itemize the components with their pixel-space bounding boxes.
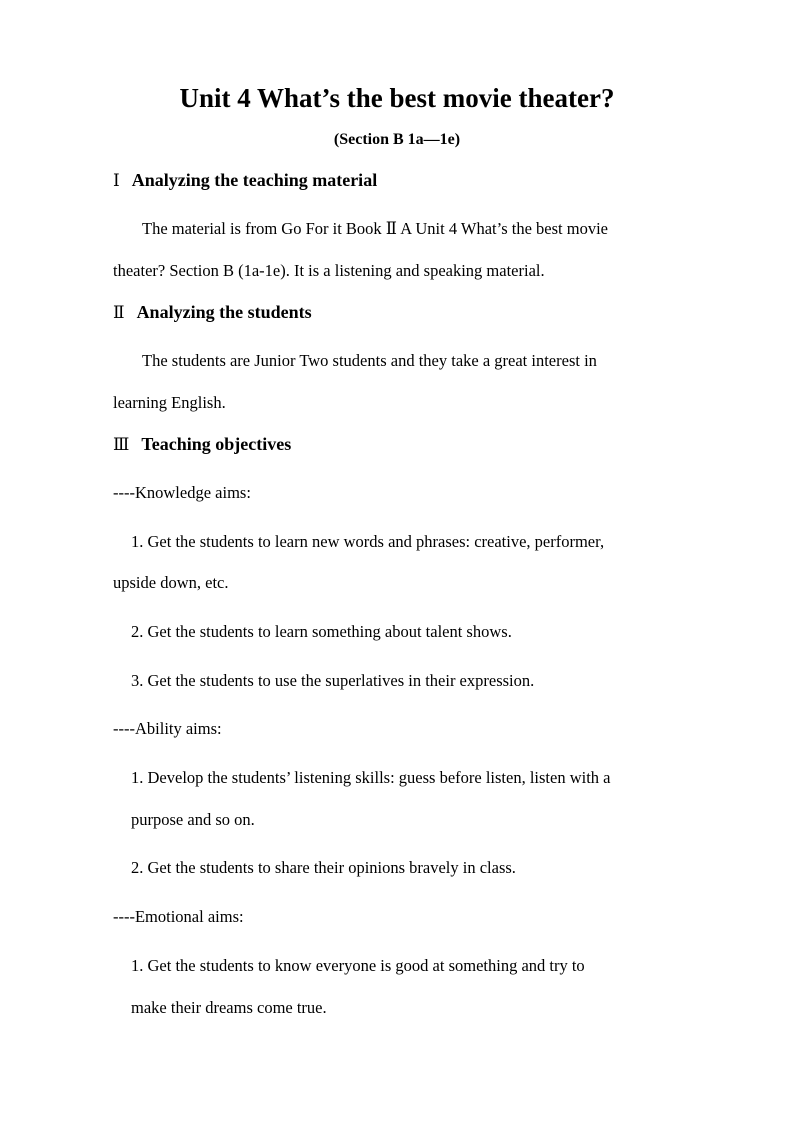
list-item-continuation: upside down, etc. [113,573,229,592]
list-item-continuation: make their dreams come true. [131,998,327,1017]
emotional-aims-label: ----Emotional aims: [113,907,244,926]
section-heading-2 [113,299,312,326]
section-heading-3 [113,431,291,458]
document-subtitle: (Section B 1a—1e) [333,131,461,148]
section-title-2: Analyzing the students [136,302,312,322]
section-numeral-1: Ⅰ [113,171,120,191]
list-item: 1. Get the students to learn new words and phrases: creative, performer, [131,532,605,551]
list-item: 1. Develop the students’ listening skills: guess before listen, listen with a [131,768,611,787]
list-item: 2. Get the students to share their opinions bravely in class. [131,858,516,877]
list-item: 3. Get the students to use the superlatives in their expression. [131,671,535,690]
section-numeral-3: Ⅲ [113,435,130,455]
paragraph-line: learning English. [113,393,226,412]
paragraph-line: The material is from Go For it Book Ⅱ A Unit 4 What’s the best movie [142,219,608,238]
ability-aims-label: ----Ability aims: [113,719,222,738]
section-heading-1 [113,167,377,194]
paragraph-line: The students are Junior Two students and they take a great interest in [142,351,597,370]
paragraph-line: theater? Section B (1a-1e). It is a listening and speaking material. [113,261,545,280]
section-title-3: Teaching objectives [141,434,292,454]
section-numeral-2: Ⅱ [113,303,125,323]
list-item: 1. Get the students to know everyone is good at something and try to [131,956,585,975]
list-item: 2. Get the students to learn something about talent shows. [131,622,512,641]
section-title-1: Analyzing the teaching material [131,170,378,190]
document-title: Unit 4 What’s the best movie theater? [179,83,615,113]
knowledge-aims-label: ----Knowledge aims: [113,483,251,502]
list-item-continuation: purpose and so on. [131,810,255,829]
